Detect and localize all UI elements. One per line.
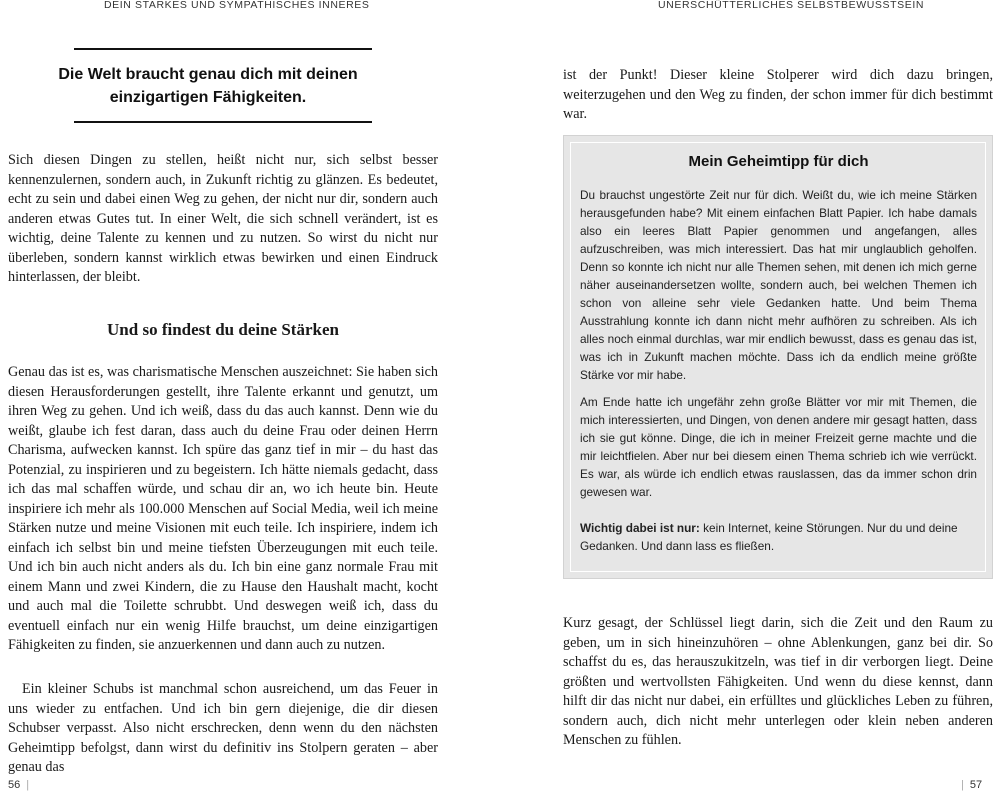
tip-box-inner bbox=[570, 142, 986, 572]
left-paragraph-2: Genau das ist es, was charismatische Menschen auszeichnet: Sie haben sich diesen Herausforderungen gestellt, ihre Talente erkannt und genutzt, um ihren Weg zu gehen. Und ich weiß, dass du das auch kannst. Denn wie du weißt, glaube ich fest daran, dass auch du deine Frau oder deinen Herrn Charisma, aufwecken kannst. Ich spüre das ganz tief in mir – du hast das Potenzial, zu inspirieren und zu begeistern. Ich hätte niemals gedacht, dass ich das mal schaffen würde, und schau dir an, wo ich heute bin. Heute inspiriere ich mehr als 100.000 Menschen auf Social Media, weil ich meine Stärken nutze und meine Visionen mit euch teile. Ich inspiriere, indem ich einfach ich selbst bin und meine tiefsten Überzeugungen mit euch teile. Und ich bin auch nicht anders als du. Ich bin eine ganz normale Frau mit einem Mann und zwei Kindern, die zu Hause den Haushalt macht, kocht und auch mal die Toilette schrubbt. Und deswegen weiß ich, dass du eventuell einfach nur ein wenig Hilfe brauchst, um deine einzigartigen Fähigkeiten zu finden, sie anzuerkennen und dann auch zu nutzen. bbox=[8, 364, 438, 653]
right-page bbox=[500, 0, 1000, 800]
right-paragraph-2: Kurz gesagt, der Schlüssel liegt darin, sich die Zeit und den Raum zu geben, um in sich hineinzuhören – ohne Ablenkungen, ganz bei dir. So schaffst du es, das herauszukitzeln, was tief in dir verborgen liegt. Deine größten und wertvollsten Fähigkeiten. Und wenn du diese kennst, dann hilft dir das nicht nur dabei, ein erfülltes und glückliches Leben zu führen, sondern auch, dich nicht mehr unterlegen oder klein neben anderen Menschen zu fühlen. bbox=[563, 615, 993, 748]
page-number-left-value: 56 bbox=[8, 779, 21, 791]
right-paragraph-1: ist der Punkt! Dieser kleine Stolperer wird dich dazu bringen, weiterzugehen und den Weg zu finden, der schon immer für dich bestimmt war. bbox=[563, 67, 993, 122]
tip-box-note-text: kein Internet, keine Störungen. Nur du und deine Gedanken. Und dann lass es fließen. bbox=[580, 521, 958, 553]
tip-box-paragraph-2: Am Ende hatte ich ungefähr zehn große Blätter vor mir mit Themen, die mich interessierten, und Dingen, von denen andere mir gesagt hatten, dass ich sie gut könne. Dinge, die ich in meiner Freizeit gerne machte und die mir leichtfielen. Aber nur bei diesem einen Thema schrieb ich wie verrückt. Es war, als würde ich endlich etwas rauslassen, das da immer schon drin gewesen war. bbox=[580, 395, 977, 499]
left-paragraph-3: Ein kleiner Schubs ist manchmal schon ausreichend, um das Feuer in uns wieder zu entfachen. Und ich bin gern diejenige, die dir diesen Schubser verpasst. Also nicht erschrecken, denn wenn du den nächsten Geheimtipp befolgst, dann wirst du definitiv ins Stolpern geraten – aber genau das bbox=[8, 681, 438, 775]
running-head-right: UNERSCHÜTTERLICHES SELBSTBEWUSSTSEIN bbox=[658, 0, 925, 11]
pullquote: Die Welt braucht genau dich mit deinen einzigartigen Fähigkeiten. bbox=[58, 66, 358, 106]
running-head-left: DEIN STARKES UND SYMPATHISCHES INNERES bbox=[104, 0, 370, 11]
tip-box-note-label: Wichtig dabei ist nur: bbox=[580, 521, 700, 535]
section-heading: Und so findest du deine Stärken bbox=[107, 320, 339, 339]
tip-box-title: Mein Geheimtipp für dich bbox=[688, 153, 869, 170]
page-number-right-value: 57 bbox=[969, 779, 983, 791]
pullquote-top-rule bbox=[74, 48, 372, 50]
page-number-divider: | bbox=[961, 779, 964, 791]
left-paragraph-1: Sich diesen Dingen zu stellen, heißt nicht nur, sich selbst besser kennenzulernen, sondern auch, in Zukunft richtig zu glänzen. Es bedeutet, echt zu sein und dabei einen Weg zu gehen, der nicht nur dir, sondern auch anderen etwas Gutes tut. In einer Welt, die sich schnell verändert, ist es wichtig, deine Talente zu kennen und zu nutzen. So wirst du nicht nur überleben, sondern kannst wirklich etwas bewirken und einen Eindruck hinterlassen, der bleibt. bbox=[8, 152, 438, 285]
page-number-right bbox=[955, 779, 982, 791]
page-number-left bbox=[8, 779, 35, 791]
tip-box bbox=[563, 135, 993, 579]
pullquote-bottom-rule bbox=[74, 121, 372, 123]
tip-box-note bbox=[580, 519, 977, 555]
tip-box-paragraph-1: Du brauchst ungestörte Zeit nur für dich. Weißt du, wie ich meine Stärken herausgefunden habe? Mit einem einfachen Blatt Papier. Ich habe damals also ein leeres Blatt Papier genommen und angefangen, alles aufzuschreiben, was mich interessiert. Das hat mir unglaublich geholfen. Denn so konnte ich nicht nur alle Themen sehen, mit denen ich mich gerne näher auseinandersetzen wollte, sondern auch, bei welchen Themen ich schon von alleine sehr viele Gedanken hatte. Und beim Thema Ausstrahlung konnte ich dann nicht mehr aufhören zu schreiben. Als ich alles noch einmal durchlas, war mir endlich bewusst, dass es genau das ist, was ich in Zukunft machen möchte. Dass ich da endlich meine größte Stärke vor mir habe. bbox=[580, 188, 977, 382]
page-number-divider: | bbox=[26, 779, 30, 791]
